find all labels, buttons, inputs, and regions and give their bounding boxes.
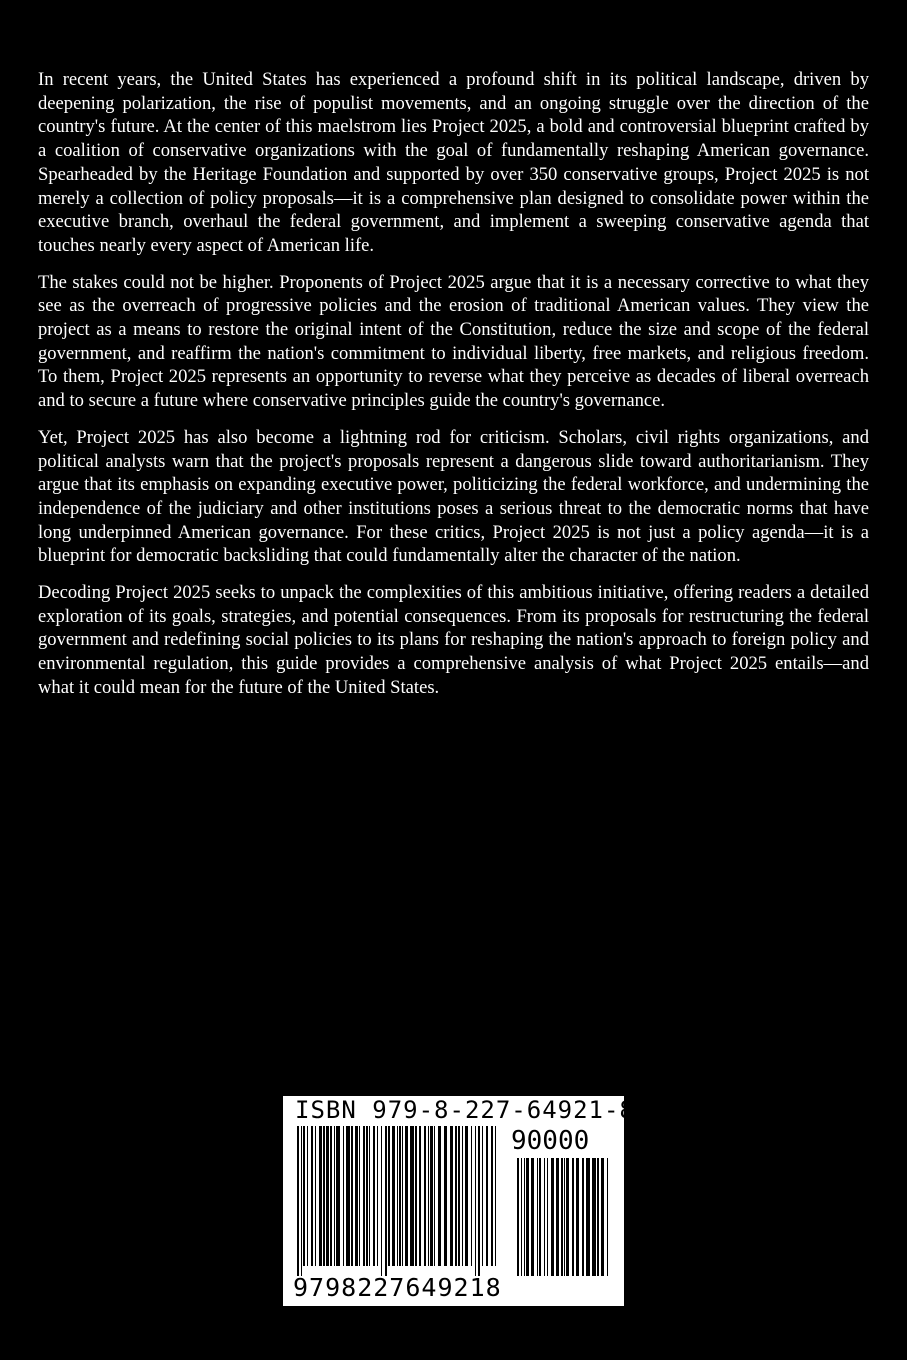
barcode-bar <box>539 1158 541 1276</box>
barcode-bar <box>438 1126 441 1266</box>
barcode-bar <box>419 1126 421 1266</box>
barcode-bar <box>561 1158 563 1276</box>
barcode-bar <box>392 1126 395 1266</box>
barcode-bar <box>458 1126 460 1266</box>
barcode-bar <box>547 1158 548 1276</box>
barcode-bar <box>369 1126 370 1266</box>
barcode-bar <box>381 1126 382 1276</box>
barcode-bar <box>566 1158 569 1276</box>
barcode-bar <box>582 1158 584 1276</box>
barcode-bar <box>491 1126 493 1266</box>
barcode-bar <box>351 1126 353 1266</box>
paragraph-1: In recent years, the United States has experienced a profound shift in its political landscape, driven by deepening polarization, the rise of populist movements, and an ongoing struggle over the direction of the country's future. At the center of this maelstrom lies Project 2025, a bold and controversial blueprint crafted by a coalition of conservative organizations with the goal of fundamentally reshaping American governance. Spearheaded by the Heritage Foundation and supported by over 350 conservative groups, Project 2025 is not merely a collection of policy proposals—it is a comprehensive plan designed to consolidate power within the executive branch, overhaul the federal government, and implement a sweeping conservative agenda that touches nearly every aspect of American life. <box>38 69 869 256</box>
barcode-bar <box>495 1126 496 1266</box>
paragraph-2: The stakes could not be higher. Proponents of Project 2025 argue that it is a necessary corrective to what they see as the overreach of progressive policies and the erosion of traditional American values. They view the project as a means to restore the original intent of the Constitution, reduce the size and scope of the federal government, and reaffirm the nation's commitment to individual liberty, free markets, and religious freedom. To them, Project 2025 represents an opportunity to reverse what they perceive as decades of liberal overreach and to secure a future where conservative principles guide the country's governance. <box>38 271 869 412</box>
barcode-bar <box>521 1158 522 1276</box>
barcode-bar <box>572 1158 574 1276</box>
barcode-bar <box>564 1158 565 1276</box>
barcode-bar <box>311 1126 313 1266</box>
isbn-barcode-box <box>283 1096 635 1306</box>
barcode-bar <box>556 1158 559 1276</box>
barcode-bar <box>430 1126 433 1266</box>
barcode-bar <box>334 1126 335 1266</box>
barcode-bar <box>424 1126 426 1266</box>
barcode-bar <box>450 1126 453 1266</box>
barcode-bar <box>319 1126 322 1266</box>
barcode-bar <box>399 1126 401 1266</box>
barcode-bar <box>388 1126 390 1266</box>
barcode-bar <box>601 1158 604 1276</box>
price-addon-barcode-icon <box>517 1158 608 1276</box>
barcode-bar <box>330 1126 332 1266</box>
barcode-bar <box>434 1126 435 1266</box>
barcode-bar <box>303 1126 305 1266</box>
barcode-bar <box>366 1126 368 1266</box>
barcode-bar <box>397 1126 398 1266</box>
barcode-bar <box>326 1126 329 1266</box>
barcode-bar <box>307 1126 308 1266</box>
barcode-bar <box>355 1126 358 1266</box>
barcode-bar <box>428 1126 429 1266</box>
barcode-bar <box>385 1126 387 1276</box>
barcode-bar <box>607 1158 608 1276</box>
barcode-bar <box>415 1126 417 1266</box>
ean-barcode-icon <box>297 1126 496 1276</box>
barcode-bar <box>471 1126 472 1266</box>
barcode-bar <box>359 1126 360 1266</box>
barcode-bar <box>465 1126 468 1266</box>
barcode-bar <box>377 1126 378 1266</box>
barcode-bar <box>478 1126 480 1276</box>
barcode-bar <box>323 1126 325 1266</box>
barcode-bar <box>343 1126 344 1266</box>
barcode-bar <box>475 1126 476 1276</box>
paragraph-3: Yet, Project 2025 has also become a lightning rod for criticism. Scholars, civil rights organizations, and political analysts warn that the project's proposals represent a dangerous slide toward authoritarianism. They argue that its emphasis on expanding executive power, politicizing the federal workforce, and undermining the independence of the judiciary and other institutions poses a serious threat to the democratic norms that have long underpinned American governance. For these critics, Project 2025 is not just a policy agenda—it is a blueprint for democratic backsliding that could fundamentally alter the character of the nation. <box>38 426 869 567</box>
barcode-bar <box>551 1158 554 1276</box>
barcode-bar <box>297 1126 299 1276</box>
barcode-bar <box>526 1158 529 1276</box>
barcode-bar <box>363 1126 365 1266</box>
barcode-bar <box>410 1126 414 1266</box>
barcode-bar <box>544 1158 545 1276</box>
isbn-label: ISBN 979-8-227-64921-8 <box>295 1096 635 1124</box>
barcode-bar <box>592 1158 596 1276</box>
barcode-bar <box>402 1126 403 1266</box>
barcode-bar <box>444 1126 447 1266</box>
barcode-bar <box>301 1126 302 1276</box>
barcode-bar <box>315 1126 316 1266</box>
barcode-bar <box>486 1126 488 1266</box>
barcode-bar <box>537 1158 538 1276</box>
barcode-bar <box>597 1158 599 1276</box>
barcode-bar <box>346 1126 350 1266</box>
barcode-bar <box>405 1126 408 1266</box>
barcode-bar <box>524 1158 525 1276</box>
barcode-bar <box>462 1126 463 1266</box>
barcode-bar <box>455 1126 457 1266</box>
barcode-bar <box>517 1158 519 1276</box>
blurb-text <box>38 68 869 713</box>
barcode-bar <box>336 1126 340 1266</box>
paragraph-4: Decoding Project 2025 seeks to unpack the complexities of this ambitious initiative, offering readers a detailed exploration of its goals, strategies, and potential consequences. From its proposals for restructuring the federal government and redefining social policies to its plans for reshaping the nation's approach to foreign policy and environmental regulation, this guide provides a comprehensive analysis of what Project 2025 entails—and what it could mean for the future of the United States. <box>38 582 869 698</box>
barcode-bar <box>586 1158 590 1276</box>
barcode-bar <box>531 1158 534 1276</box>
ean-digits: 9798227649218 <box>293 1273 502 1302</box>
barcode-bar <box>373 1126 375 1266</box>
barcode-bar <box>482 1126 483 1266</box>
price-code: 90000 <box>511 1126 590 1156</box>
barcode-bar <box>576 1158 579 1276</box>
